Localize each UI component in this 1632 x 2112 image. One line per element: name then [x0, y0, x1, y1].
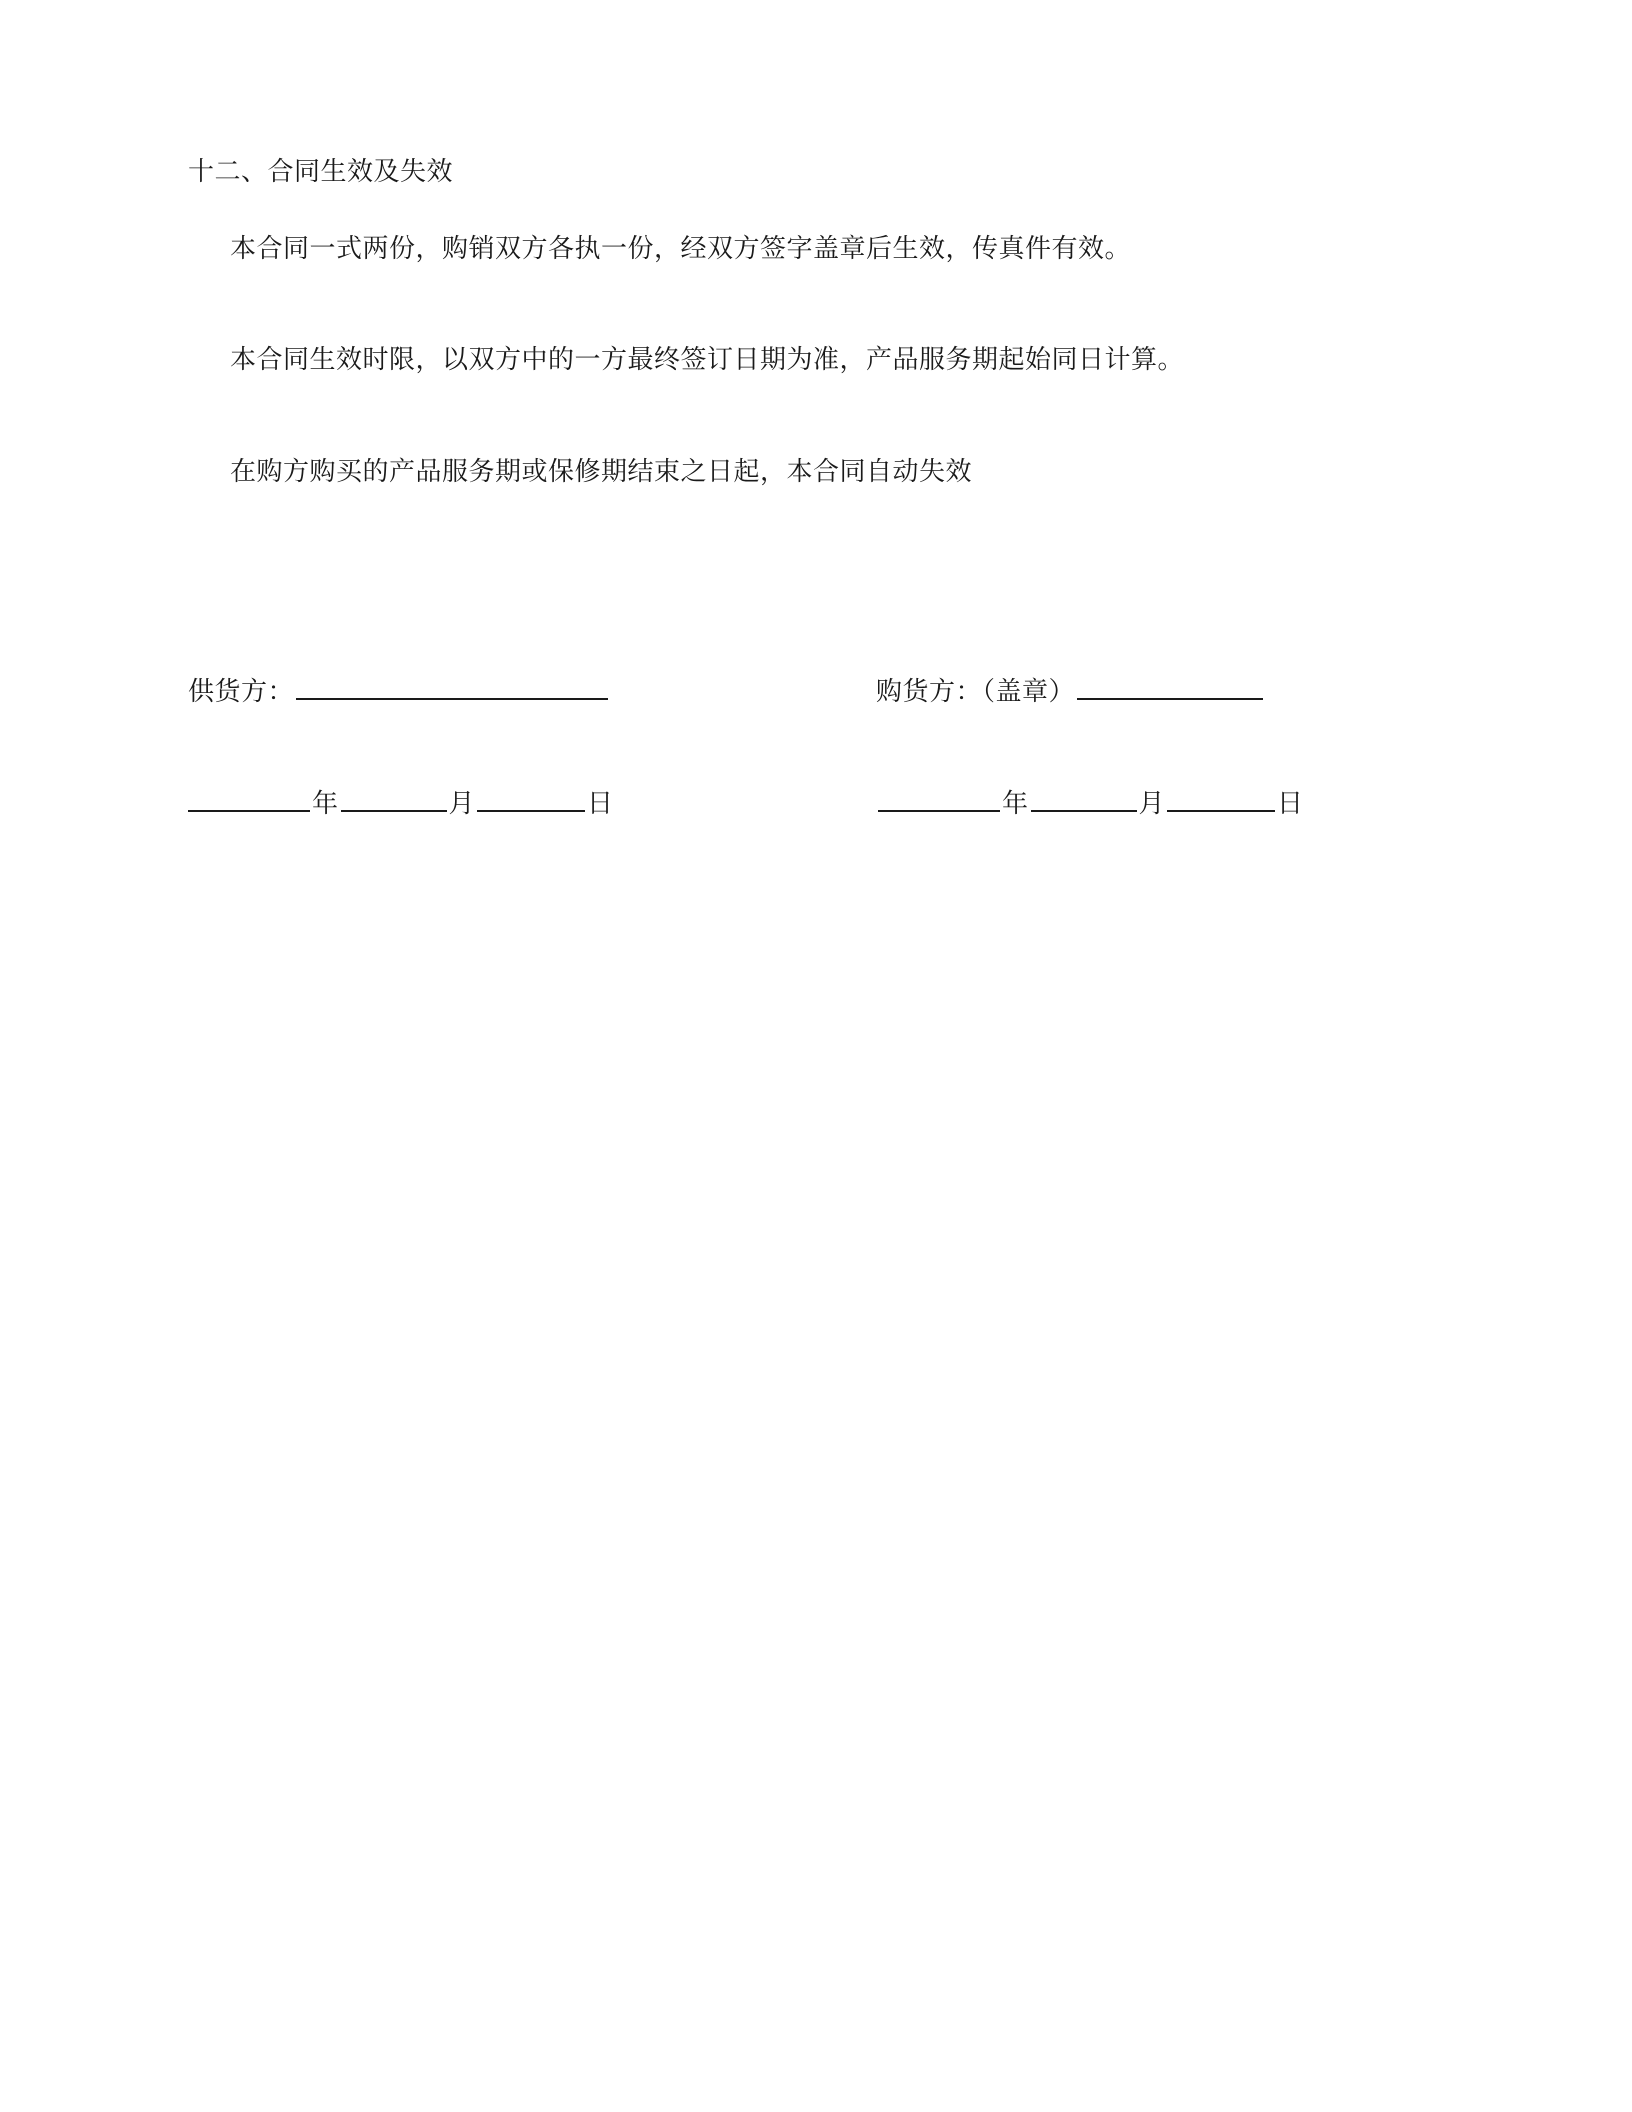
- buyer-year-label: 年: [1002, 789, 1029, 819]
- supplier-day-blank[interactable]: [477, 786, 585, 812]
- paragraph-copies: 本合同一式两份，购销双方各执一份，经双方签字盖章后生效，传真件有效。: [230, 234, 1132, 264]
- supplier-year-label: 年: [312, 789, 339, 819]
- supplier-month-blank[interactable]: [341, 786, 447, 812]
- buyer-day-blank[interactable]: [1167, 786, 1275, 812]
- supplier-signature-blank[interactable]: [296, 674, 608, 700]
- section-heading: 十二、合同生效及失效: [188, 157, 454, 187]
- supplier-date-line: [188, 786, 614, 821]
- buyer-signature-blank[interactable]: [1077, 674, 1263, 700]
- buyer-signature-line: [876, 674, 1265, 709]
- buyer-day-label: 日: [1277, 789, 1304, 819]
- buyer-label: 购货方：（盖章）: [876, 677, 1076, 707]
- buyer-month-label: 月: [1138, 789, 1166, 819]
- buyer-year-blank[interactable]: [878, 786, 1000, 812]
- buyer-month-blank[interactable]: [1031, 786, 1137, 812]
- supplier-label: 供货方：: [188, 677, 295, 707]
- supplier-year-blank[interactable]: [188, 786, 310, 812]
- buyer-date-line: [878, 786, 1304, 821]
- paragraph-effective-time: 本合同生效时限，以双方中的一方最终签订日期为准，产品服务期起始同日计算。: [230, 345, 1185, 375]
- paragraph-expiry: 在购方购买的产品服务期或保修期结束之日起，本合同自动失效: [230, 457, 973, 487]
- supplier-day-label: 日: [587, 789, 614, 819]
- supplier-month-label: 月: [448, 789, 476, 819]
- supplier-signature-line: [188, 674, 610, 709]
